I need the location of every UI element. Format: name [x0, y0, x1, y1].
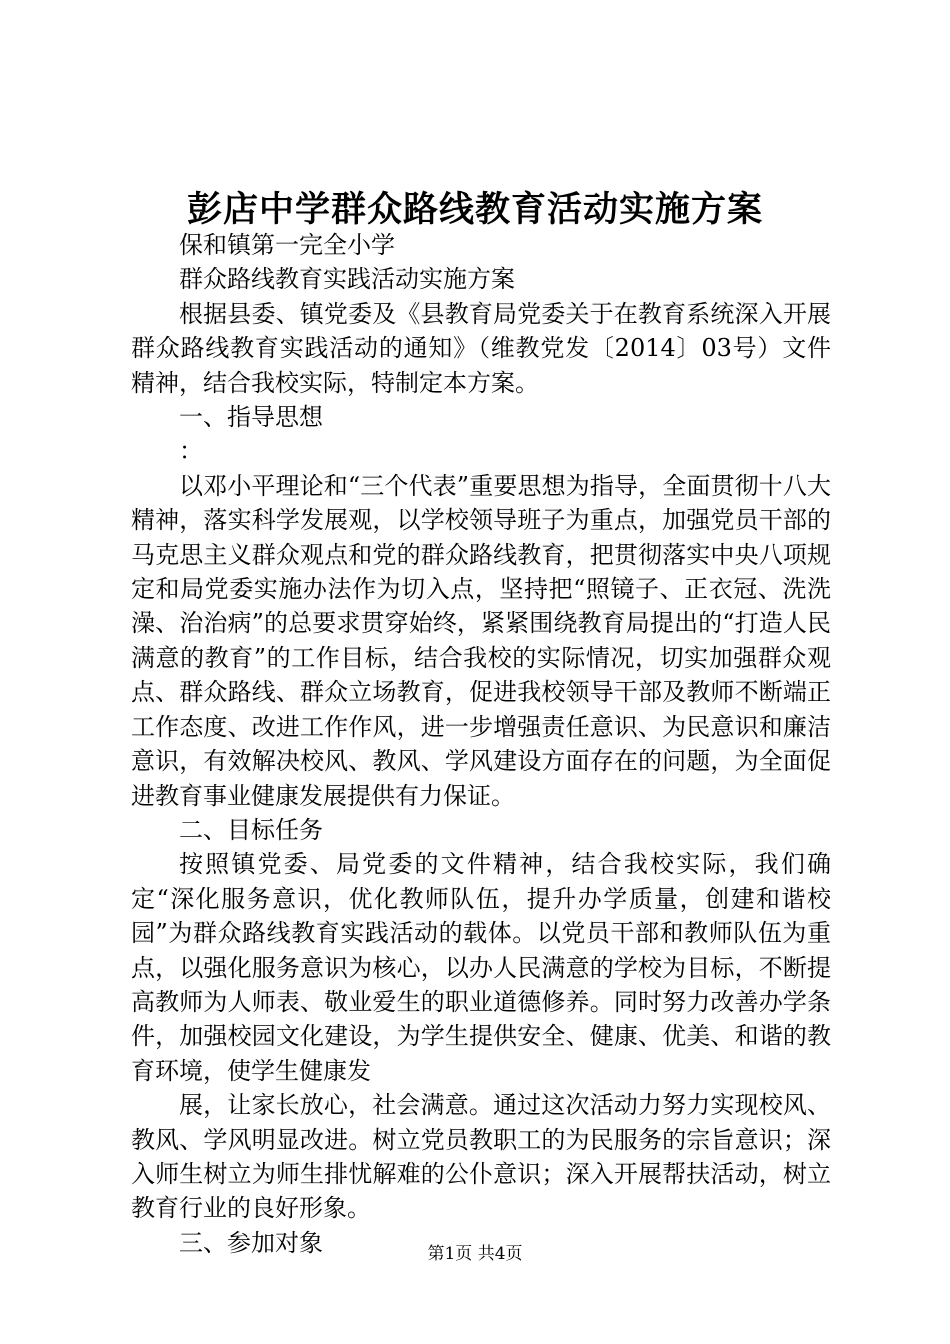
document-body	[131, 228, 831, 1260]
section-heading-guiding-thought: 一、指导思想	[179, 403, 323, 432]
subtitle-line: 群众路线教育实践活动实施方案	[179, 265, 515, 294]
page-footer: 第1页 共4页	[427, 1244, 523, 1264]
guiding-thought-paragraph: 以邓小平理论和“三个代表”重要思想为指导，全面贯彻十八大精神，落实科学发展观，以学校领导班子为重点，加强党员干部的马克思主义群众观点和党的群众路线教育，把贯彻落实中央八项规定和局党委实施办法作为切入点，坚持把“照镜子、正衣冠、洗洗澡、治治病”的总要求贯穿始终，紧紧围绕教育局提出的“打造人民满意的教育”的工作目标，结合我校的实际情况，切实加强群众观点、群众路线、群众立场教育，促进我校领导干部及教师不断端正工作态度、改进工作作风，进一步增强责任意识、为民意识和廉洁意识，有效解决校风、教风、学风建设方面存在的问题，为全面促进教育事业健康发展提供有力保证。	[131, 471, 831, 810]
document-title: 彭店中学群众路线教育活动实施方案	[186, 189, 763, 230]
school-name-line: 保和镇第一完全小学	[179, 231, 395, 259]
intro-paragraph: 根据县委、镇党委及《县教育局党委关于在教育系统深入开展群众路线教育实践活动的通知》（维教党发〔2014〕03号）文件精神，结合我校实际，特制定本方案。	[131, 299, 831, 397]
section-heading-goals: 二、目标任务	[179, 815, 323, 844]
section-heading-participants: 三、参加对象	[179, 1228, 323, 1257]
goals-paragraph-2: 展，让家长放心，社会满意。通过这次活动力努力实现校风、教风、学风明显改进。树立党员教职工的为民服务的宗旨意识；深入师生树立为师生排忧解难的公仆意识；深入开展帮扶活动，树立教育行业的良好形象。	[131, 1091, 831, 1223]
goals-paragraph-1: 按照镇党委、局党委的文件精神，结合我校实际，我们确定“深化服务意识，优化教师队伍，提升办学质量，创建和谐校园”为群众路线教育实践活动的载体。以党员干部和教师队伍为重点，以强化服务意识为核心，以办人民满意的学校为目标，不断提高教师为人师表、敬业爱生的职业道德修养。同时努力改善办学条件，加强校园文化建设，为学生提供安全、健康、优美、和谐的教育环境，使学生健康发	[131, 850, 831, 1085]
colon-line: ：	[179, 437, 203, 466]
